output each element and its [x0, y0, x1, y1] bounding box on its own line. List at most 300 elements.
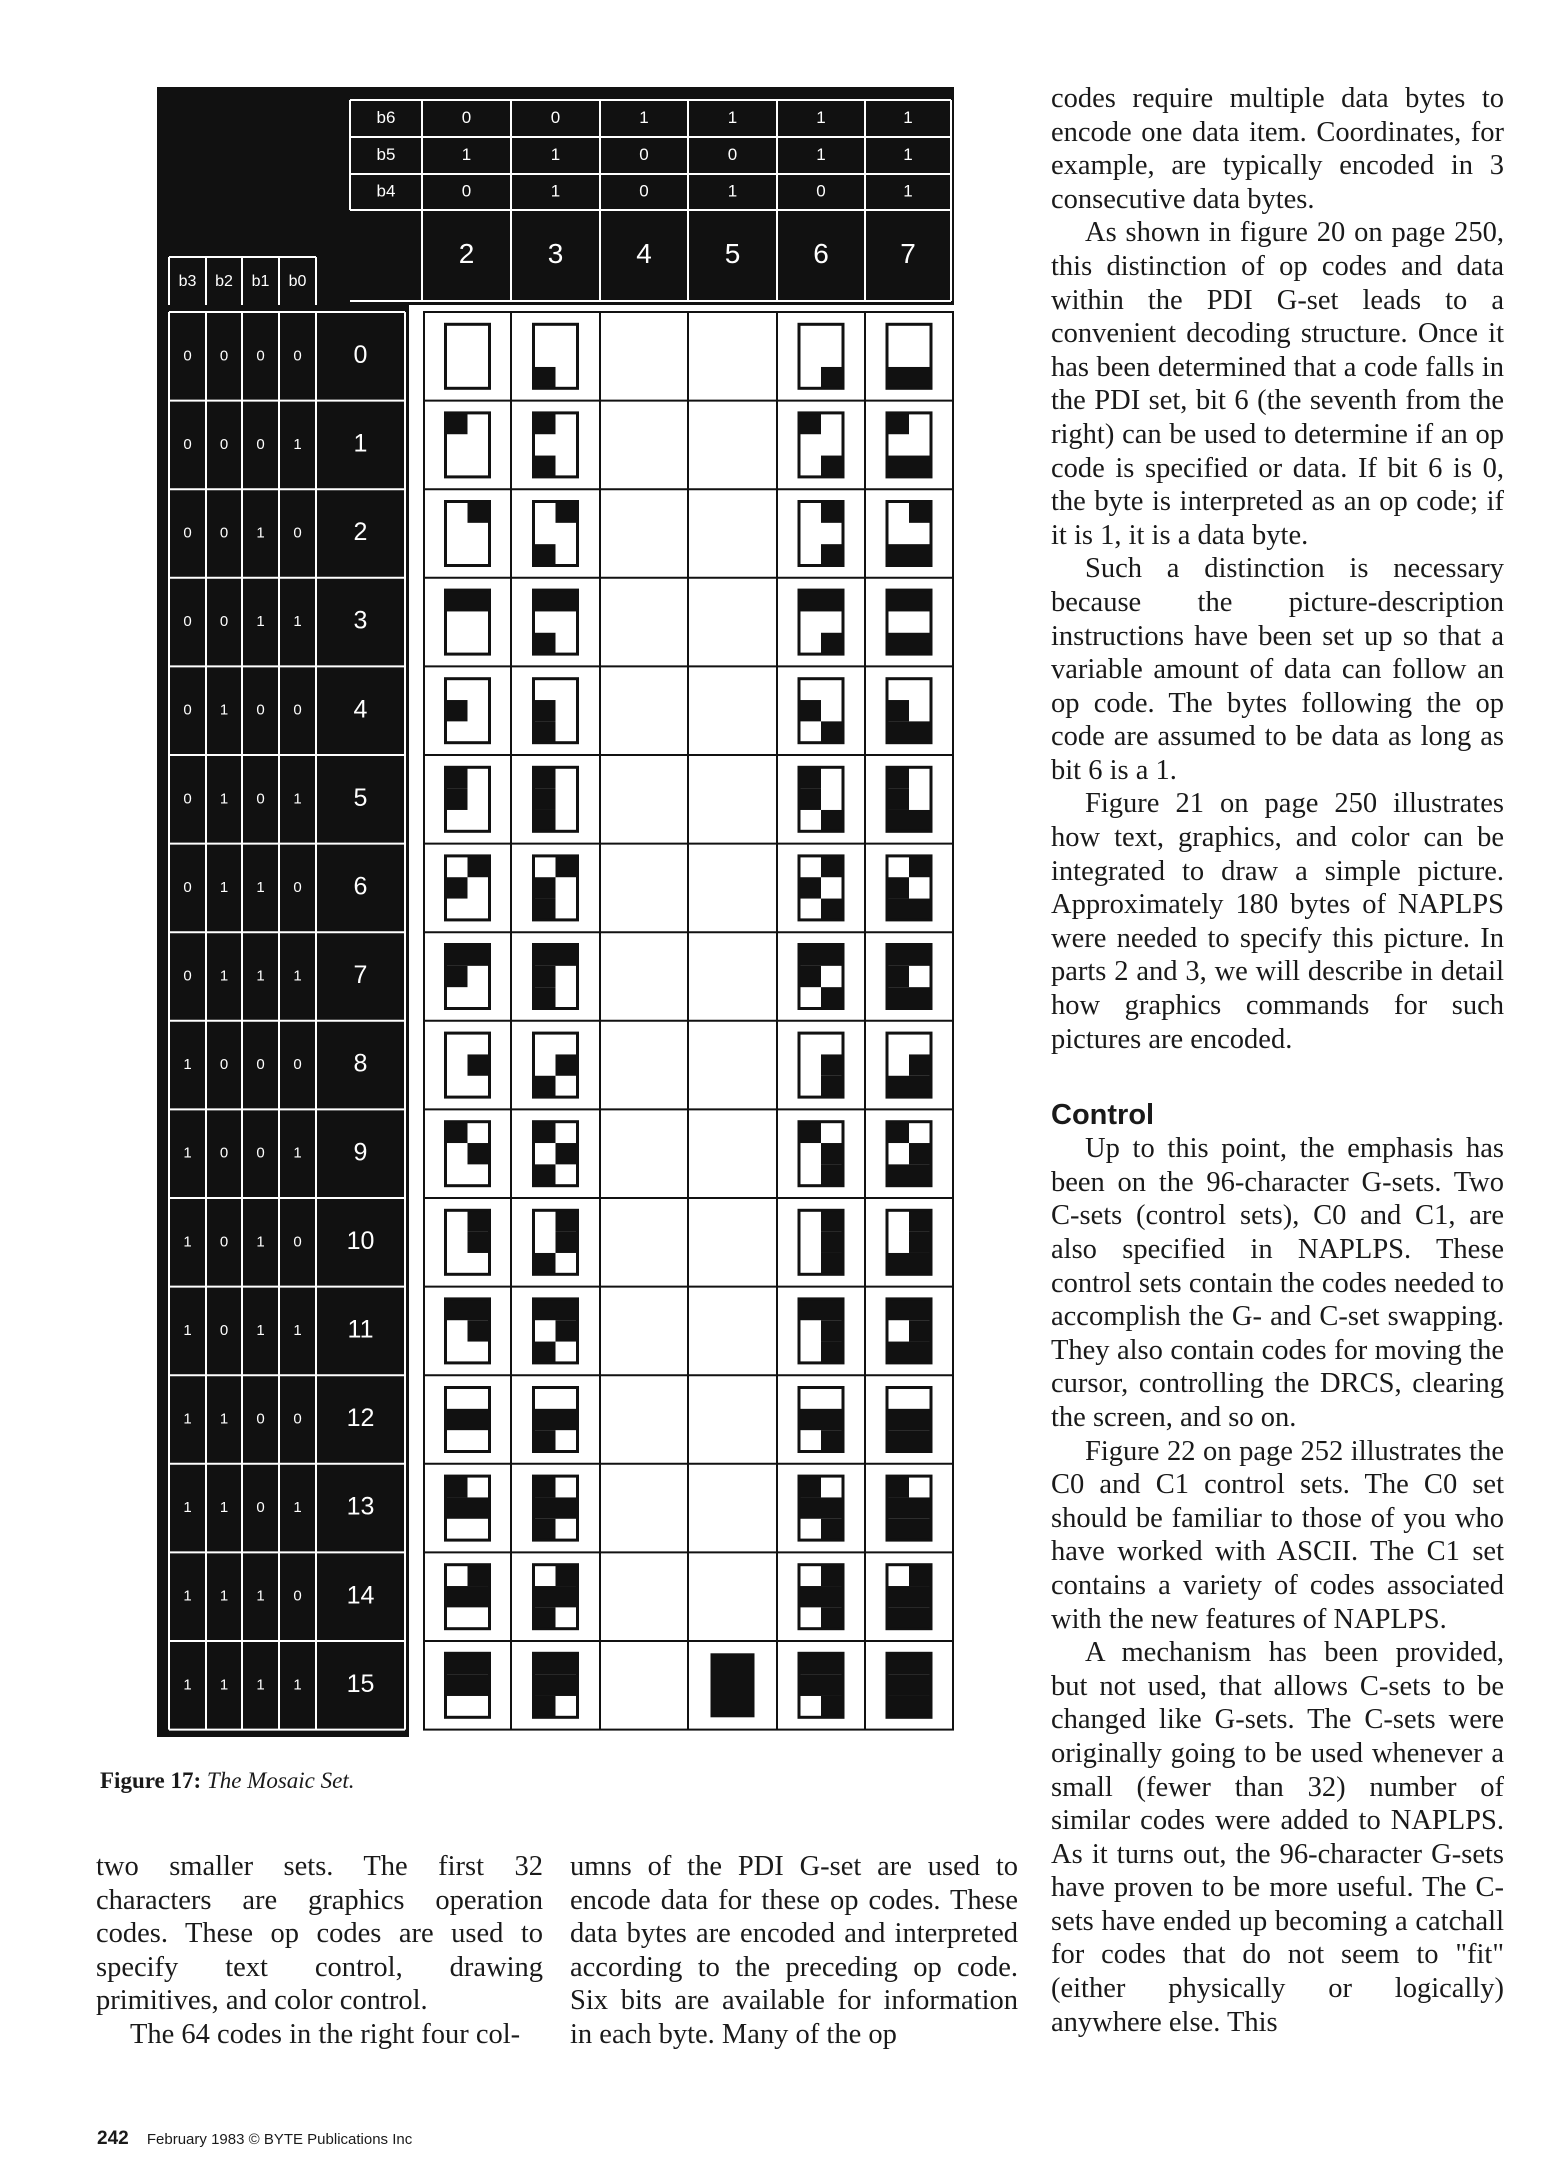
mosaic-cell-filled — [534, 721, 556, 742]
mosaic-cell-filled — [887, 1497, 909, 1518]
row-bit-value: 0 — [183, 790, 192, 808]
row-bit-value: 0 — [293, 878, 302, 896]
mosaic-cell-filled — [821, 1409, 843, 1430]
row-label-5: 5 — [353, 783, 368, 812]
mosaic-cell-filled — [821, 1164, 843, 1185]
mosaic-cell-filled — [534, 1653, 556, 1674]
mosaic-cell-filled — [799, 1476, 821, 1497]
row-bit-value: 1 — [293, 790, 302, 808]
column-label-7: 7 — [900, 237, 916, 269]
mosaic-cell-filled — [887, 1430, 909, 1451]
row-bit-value: 0 — [183, 347, 192, 365]
row-label-0: 0 — [353, 340, 368, 369]
mosaic-cell-filled — [821, 1497, 843, 1518]
bit-label-b6: b6 — [376, 107, 396, 127]
row-label-2: 2 — [353, 518, 368, 547]
mosaic-cell-filled — [909, 1232, 931, 1253]
mosaic-cell-filled — [887, 1675, 909, 1696]
row-label-10: 10 — [346, 1226, 375, 1255]
mosaic-cell-filled — [534, 413, 556, 434]
mosaic-cell-filled — [821, 590, 843, 611]
mosaic-cell-filled — [821, 1253, 843, 1274]
mosaic-cell-filled — [534, 877, 556, 898]
column-bit-value: 1 — [639, 107, 649, 127]
row-label-3: 3 — [353, 606, 368, 635]
paragraph: As shown in figure 20 on page 250, this distinction of op codes and data within the PDI G-set leads to a convenient decoding structure. Once it has been determined that a code falls in the PDI set, bit 6 (the seventh from the right) can be used to determine if an op code is specified or data. If bit 6 is 0, the byte is interpreted as an op code; if it is 1, it is a data byte. — [1051, 217, 1504, 551]
mosaic-cell-filled — [556, 1054, 578, 1075]
mosaic-cell-filled — [556, 1210, 578, 1231]
row-label-6: 6 — [353, 872, 368, 901]
caption-label: Figure 17: — [100, 1768, 202, 1793]
mosaic-cell-filled — [909, 1696, 931, 1717]
mosaic-cell-filled — [909, 544, 931, 565]
column-bit-value: 0 — [639, 181, 649, 201]
mosaic-cell-filled — [909, 1299, 931, 1320]
mosaic-cell-filled — [799, 1122, 821, 1143]
mosaic-cell-filled — [534, 367, 556, 388]
mosaic-cell-filled — [909, 1409, 931, 1430]
column-label-3: 3 — [547, 237, 564, 269]
mosaic-cell-filled — [887, 987, 909, 1008]
mosaic-cell-filled — [799, 1299, 821, 1320]
mosaic-cell-filled — [446, 1299, 468, 1320]
mosaic-cell-filled — [799, 413, 821, 434]
mosaic-cell-filled — [468, 1653, 490, 1674]
mosaic-cell-filled — [887, 1519, 909, 1540]
row-bit-value: 0 — [293, 1410, 302, 1428]
caption-title: The Mosaic Set. — [206, 1768, 355, 1793]
row-bit-value: 1 — [293, 967, 302, 985]
row-bit-value: 1 — [293, 1321, 302, 1339]
mosaic-cell-filled — [887, 456, 909, 477]
row-bit-value: 1 — [293, 1676, 302, 1694]
mosaic-cell-filled — [821, 502, 843, 523]
row-bit-value: 1 — [183, 1144, 192, 1162]
mosaic-cell-filled — [887, 1476, 909, 1497]
mosaic-cell-filled — [887, 544, 909, 565]
mosaic-cell-filled — [909, 810, 931, 831]
column-bit-value: 0 — [727, 144, 738, 164]
section-heading-control: Control — [1051, 1099, 1155, 1132]
paragraph: two smaller sets. The first 32 characters are graphics operation codes. These op codes are used to specify text control, drawing primitives, and color control. — [96, 1851, 543, 2017]
column-bit-value: 0 — [550, 107, 561, 127]
row-label-4: 4 — [353, 695, 368, 724]
mosaic-cell-filled — [446, 1122, 468, 1143]
mosaic-cell-filled — [887, 945, 909, 966]
column-bit-value: 0 — [639, 144, 649, 164]
row-bit-value: 1 — [256, 1321, 265, 1339]
row-label-13: 13 — [346, 1492, 375, 1521]
mosaic-cell-filled — [821, 1232, 843, 1253]
mosaic-cell-filled — [821, 1653, 843, 1674]
row-bit-value: 0 — [256, 347, 265, 365]
mosaic-cell-filled — [556, 502, 578, 523]
paragraph: umns of the PDI G-set are used to encode data for these op codes. These data bytes are encoded and interpreted according to the preceding op code. Six bits are available for information in each byte. Many of the op — [570, 1851, 1018, 2050]
mosaic-cell-filled — [446, 1476, 468, 1497]
mosaic-cell-filled — [446, 590, 468, 611]
mosaic-cell-filled — [534, 1607, 556, 1628]
row-bit-value: 0 — [219, 1233, 229, 1251]
page-footer — [97, 2128, 412, 2150]
mosaic-cell-filled — [799, 767, 821, 788]
mosaic-cell-filled — [446, 413, 468, 434]
mosaic-cell-filled — [887, 789, 909, 810]
column-bit-value: 0 — [461, 107, 472, 127]
mosaic-cell-filled — [468, 1232, 490, 1253]
mosaic-cell-filled — [909, 1497, 931, 1518]
mosaic-glyph — [887, 1653, 931, 1717]
row-bit-value: 0 — [219, 1056, 229, 1074]
mosaic-cell-filled — [887, 877, 909, 898]
row-bit-value: 1 — [293, 613, 302, 631]
row-bit-value: 1 — [183, 1321, 192, 1339]
footer-line: February 1983 © BYTE Publications Inc — [146, 2131, 413, 2148]
mosaic-cell-filled — [821, 1519, 843, 1540]
mosaic-cell-filled — [909, 1164, 931, 1185]
mosaic-cell-filled — [909, 1342, 931, 1363]
mosaic-cell-filled — [909, 1607, 931, 1628]
row-bit-value: 1 — [219, 701, 229, 719]
mosaic-cell-filled — [821, 1430, 843, 1451]
row-bit-value: 0 — [183, 613, 192, 631]
mosaic-cell-filled — [534, 1430, 556, 1451]
mosaic-cell-filled — [821, 1565, 843, 1586]
mosaic-cell-filled — [534, 966, 556, 987]
row-bit-value: 1 — [183, 1676, 192, 1694]
mosaic-cell-filled — [887, 1122, 909, 1143]
mosaic-cell-filled — [799, 789, 821, 810]
mosaic-cell-filled — [821, 544, 843, 565]
mosaic-cell-filled — [887, 767, 909, 788]
mosaic-cell-filled — [799, 700, 821, 721]
mosaic-cell-filled — [534, 1586, 556, 1607]
mosaic-cell-filled — [887, 1696, 909, 1717]
mosaic-cell-filled — [821, 856, 843, 877]
row-bit-value: 0 — [183, 524, 192, 542]
mosaic-cell-filled — [468, 1565, 490, 1586]
mosaic-cell-filled — [556, 1497, 578, 1518]
mosaic-cell-filled — [821, 1607, 843, 1628]
row-label-15: 15 — [346, 1669, 375, 1698]
row-bit-value: 0 — [256, 701, 265, 719]
mosaic-cell-filled — [446, 1409, 468, 1430]
page-number: 242 — [97, 2128, 129, 2149]
mosaic-cell-filled — [887, 367, 909, 388]
row-bit-value: 1 — [219, 790, 229, 808]
mosaic-cell-filled — [909, 633, 931, 654]
row-bit-value: 1 — [256, 1587, 265, 1605]
mosaic-cell-filled — [556, 1565, 578, 1586]
mosaic-cell-filled — [821, 1342, 843, 1363]
mosaic-cell-filled — [534, 1076, 556, 1097]
mosaic-cell-filled — [468, 945, 490, 966]
mosaic-cell-filled — [909, 1519, 931, 1540]
mosaic-cell-filled — [887, 1607, 909, 1628]
mosaic-cell-filled — [909, 856, 931, 877]
mosaic-cell-filled — [887, 966, 909, 987]
mosaic-cell-filled — [534, 1497, 556, 1518]
column-bit-value: 1 — [550, 144, 561, 164]
mosaic-cell-filled — [821, 456, 843, 477]
row-bit-value: 1 — [183, 1233, 192, 1251]
row-bit-value: 0 — [219, 524, 229, 542]
bit-label-b4: b4 — [376, 181, 396, 201]
mosaic-cell-filled — [556, 1586, 578, 1607]
mosaic-cell-filled — [909, 590, 931, 611]
column-bit-value: 1 — [816, 144, 826, 164]
mosaic-cell-filled — [887, 700, 909, 721]
middle-text-column — [570, 1850, 1018, 2052]
mosaic-cell-filled — [821, 1054, 843, 1075]
row-bit-value: 1 — [219, 1410, 229, 1428]
column-label-6: 6 — [813, 237, 829, 269]
mosaic-cell-filled — [446, 789, 468, 810]
mosaic-cell-filled — [821, 1076, 843, 1097]
mosaic-cell-filled — [909, 987, 931, 1008]
paragraph: The 64 codes in the right four col- — [130, 2018, 521, 2050]
mosaic-cell-filled — [821, 367, 843, 388]
mosaic-cell-filled — [534, 987, 556, 1008]
row-bit-value: 1 — [183, 1587, 192, 1605]
row-bit-value: 1 — [256, 524, 265, 542]
mosaic-cell-filled — [887, 721, 909, 742]
mosaic-cell-filled — [799, 877, 821, 898]
row-bit-value: 0 — [293, 1233, 302, 1251]
row-bit-value: 1 — [219, 878, 229, 896]
mosaic-cell-filled — [446, 1653, 468, 1674]
row-bit-value: 0 — [183, 878, 192, 896]
column-label-2: 2 — [458, 237, 475, 269]
mosaic-cell-filled — [468, 856, 490, 877]
row-bit-value: 0 — [293, 1587, 302, 1605]
mosaic-cell-filled — [821, 1675, 843, 1696]
mosaic-cell-filled — [799, 1675, 821, 1696]
mosaic-cell-filled — [468, 502, 490, 523]
mosaic-cell-filled — [909, 1675, 931, 1696]
mosaic-cell-filled — [821, 1299, 843, 1320]
column-bit-value: 1 — [903, 181, 913, 201]
mosaic-cell-filled — [534, 945, 556, 966]
mosaic-cell-filled — [887, 633, 909, 654]
mosaic-cell-filled — [799, 1409, 821, 1430]
mosaic-cell-filled — [534, 633, 556, 654]
mosaic-cell-filled — [534, 1253, 556, 1274]
mosaic-cell-filled — [534, 899, 556, 920]
mosaic-cell-filled — [887, 1653, 909, 1674]
row-bit-value: 1 — [219, 967, 229, 985]
row-bit-value: 1 — [293, 1144, 302, 1162]
column-bit-value: 1 — [550, 181, 561, 201]
mosaic-cell-filled — [468, 1409, 490, 1430]
column-label-4: 4 — [636, 237, 652, 269]
mosaic-cell-filled — [446, 767, 468, 788]
column-bit-value: 0 — [816, 181, 826, 201]
row-bit-value: 1 — [256, 967, 265, 985]
mosaic-cell-filled — [534, 700, 556, 721]
mosaic-cell-filled — [468, 1586, 490, 1607]
mosaic-cell-filled — [534, 590, 556, 611]
mosaic-cell-filled — [468, 1497, 490, 1518]
mosaic-cell-filled — [556, 1409, 578, 1430]
mosaic-cell-filled — [887, 899, 909, 920]
row-bit-value: 0 — [183, 701, 192, 719]
column-bit-value: 1 — [727, 181, 738, 201]
mosaic-cell-filled — [534, 1299, 556, 1320]
mosaic-cell-filled — [909, 1430, 931, 1451]
column-bit-value: 1 — [816, 107, 826, 127]
row-bit-value: 1 — [219, 1676, 229, 1694]
mosaic-cell-filled — [887, 413, 909, 434]
bit-label-b3: b3 — [178, 273, 197, 291]
mosaic-cell-filled — [821, 1210, 843, 1231]
mosaic-cell-filled — [887, 590, 909, 611]
row-bit-value: 0 — [293, 347, 302, 365]
mosaic-cell-filled — [909, 721, 931, 742]
mosaic-cell-filled — [556, 590, 578, 611]
row-label-12: 12 — [346, 1404, 375, 1433]
mosaic-cell-filled — [887, 1586, 909, 1607]
row-bit-value: 0 — [219, 435, 229, 453]
mosaic-cell-filled — [534, 1342, 556, 1363]
mosaic-cell-filled — [468, 1675, 490, 1696]
column-bit-value: 1 — [903, 144, 913, 164]
column-bit-value: 0 — [461, 181, 472, 201]
mosaic-cell-filled — [821, 1586, 843, 1607]
paragraph: Such a distinction is necessary because the picture-description instructions have been set up so that a variable amount of data can follow an op code. The bytes following the op code are assumed to be data as long as bit 6 is a 1. — [1051, 553, 1504, 786]
paragraph: A mechanism has been provided, but not used, that allows C-sets to be changed like G-sets. The C-sets were originally going to be used whenever a small (fewer than 32) number of similar codes were added to NAPLPS. As it turns out, the 96-character G-sets have proven to be more useful. The C-sets have ended up becoming a catchall for codes that do not seem to "fit" (either physically or logically) anywhere else. This — [1051, 1637, 1504, 2038]
mosaic-cell-filled — [534, 1409, 556, 1430]
mosaic-cell-filled — [909, 1320, 931, 1341]
mosaic-cell-filled — [534, 1476, 556, 1497]
paragraph: Figure 21 on page 250 illustrates how text, graphics, and color can be integrated to draw a simple picture. Approximately 180 bytes of NAPLPS were needed to specify this picture. In parts 2 and 3, we will describe in detail how graphics commands for such pictures are encoded. — [1051, 788, 1504, 1055]
mosaic-cell-filled — [534, 1675, 556, 1696]
row-label-11: 11 — [347, 1315, 374, 1344]
mosaic-cell-filled — [534, 767, 556, 788]
row-bit-value: 0 — [219, 347, 229, 365]
bit-label-b0: b0 — [288, 273, 307, 291]
mosaic-cell-filled — [821, 721, 843, 742]
mosaic-cell-filled — [887, 1299, 909, 1320]
mosaic-cell-filled — [446, 945, 468, 966]
mosaic-cell-filled — [446, 1675, 468, 1696]
row-bit-value: 1 — [183, 1499, 192, 1517]
mosaic-cell-filled — [468, 590, 490, 611]
mosaic-cell-filled — [534, 1122, 556, 1143]
mosaic-cell-filled — [887, 810, 909, 831]
mosaic-cell-filled — [534, 1519, 556, 1540]
row-bit-value: 1 — [219, 1587, 229, 1605]
left-text-column — [96, 1850, 543, 2052]
paragraph: Up to this point, the emphasis has been on the 96-character G-sets. Two C-sets (control sets), C0 and C1, are also specified in NAPLPS. These control sets contain the codes needed to accomplish the G- and C-set swapping. They also contain codes for moving the cursor, controlling the DRCS, clearing the screen, and so on. — [1051, 1133, 1504, 1433]
mosaic-cell-filled — [909, 1653, 931, 1674]
mosaic-cell-filled — [821, 1143, 843, 1164]
mosaic-cell-filled — [909, 502, 931, 523]
mosaic-cell-filled — [887, 1253, 909, 1274]
mosaic-cell-filled — [446, 1586, 468, 1607]
mosaic-cell-filled — [446, 700, 468, 721]
mosaic-glyph-solid — [711, 1653, 755, 1717]
mosaic-cell-filled — [887, 1164, 909, 1185]
row-bit-value: 0 — [256, 1056, 265, 1074]
row-bit-value: 0 — [256, 790, 265, 808]
mosaic-cell-filled — [556, 1299, 578, 1320]
mosaic-cell-filled — [821, 987, 843, 1008]
row-bit-value: 1 — [256, 878, 265, 896]
mosaic-cell-filled — [534, 1696, 556, 1717]
bit-label-b2: b2 — [215, 273, 233, 291]
row-bit-value: 0 — [183, 967, 192, 985]
row-bit-value: 0 — [256, 1410, 265, 1428]
mosaic-cell-filled — [909, 945, 931, 966]
row-bit-value: 0 — [293, 701, 302, 719]
mosaic-cell-filled — [534, 1164, 556, 1185]
mosaic-cell-filled — [799, 1586, 821, 1607]
row-bit-value: 1 — [183, 1410, 192, 1428]
mosaic-cell-filled — [909, 1253, 931, 1274]
right-text-column — [1051, 82, 1504, 2039]
mosaic-cell-filled — [821, 899, 843, 920]
row-bit-value: 0 — [256, 1144, 265, 1162]
mosaic-cell-filled — [534, 544, 556, 565]
row-bit-value: 0 — [293, 1056, 302, 1074]
mosaic-cell-filled — [887, 1076, 909, 1097]
row-bit-value: 1 — [256, 613, 265, 631]
column-label-5: 5 — [724, 237, 741, 269]
bit-label-b1: b1 — [251, 273, 270, 291]
mosaic-cell-filled — [799, 945, 821, 966]
mosaic-cell-filled — [909, 1143, 931, 1164]
mosaic-cell-filled — [468, 1054, 490, 1075]
mosaic-cell-filled — [909, 1076, 931, 1097]
row-bit-value: 0 — [256, 435, 265, 453]
row-bit-value: 1 — [293, 435, 302, 453]
column-bit-value: 1 — [461, 144, 472, 164]
row-label-14: 14 — [346, 1581, 375, 1610]
row-label-8: 8 — [353, 1049, 368, 1078]
mosaic-cell-filled — [821, 945, 843, 966]
row-label-7: 7 — [353, 961, 368, 990]
mosaic-cell-filled — [468, 1320, 490, 1341]
mosaic-cell-filled — [534, 810, 556, 831]
mosaic-cell-filled — [468, 1143, 490, 1164]
mosaic-cell-filled — [909, 367, 931, 388]
row-bit-value: 1 — [183, 1056, 192, 1074]
mosaic-cell-filled — [556, 856, 578, 877]
row-bit-value: 1 — [256, 1676, 265, 1694]
figure-caption — [100, 1768, 354, 1794]
row-label-1: 1 — [353, 429, 368, 458]
row-bit-value: 0 — [183, 435, 192, 453]
mosaic-cell-filled — [556, 1320, 578, 1341]
column-bit-value: 1 — [903, 107, 913, 127]
mosaic-cell-filled — [556, 1653, 578, 1674]
mosaic-cell-filled — [446, 966, 468, 987]
mosaic-cell-filled — [909, 1565, 931, 1586]
mosaic-cell-filled — [821, 1696, 843, 1717]
mosaic-cell-filled — [468, 1299, 490, 1320]
mosaic-cell-filled — [909, 1586, 931, 1607]
mosaic-cell-filled — [556, 1675, 578, 1696]
mosaic-cell-filled — [821, 1320, 843, 1341]
row-label-9: 9 — [353, 1138, 368, 1167]
bit-label-b5: b5 — [376, 144, 396, 164]
mosaic-cell-filled — [446, 1497, 468, 1518]
row-bit-value: 1 — [219, 1499, 229, 1517]
mosaic-cell-filled — [909, 1210, 931, 1231]
mosaic-cell-filled — [534, 789, 556, 810]
mosaic-cell-filled — [556, 1232, 578, 1253]
paragraph: codes require multiple data bytes to encode one data item. Coordinates, for example, are typically encoded in 3 consecutive data bytes. — [1051, 83, 1504, 215]
